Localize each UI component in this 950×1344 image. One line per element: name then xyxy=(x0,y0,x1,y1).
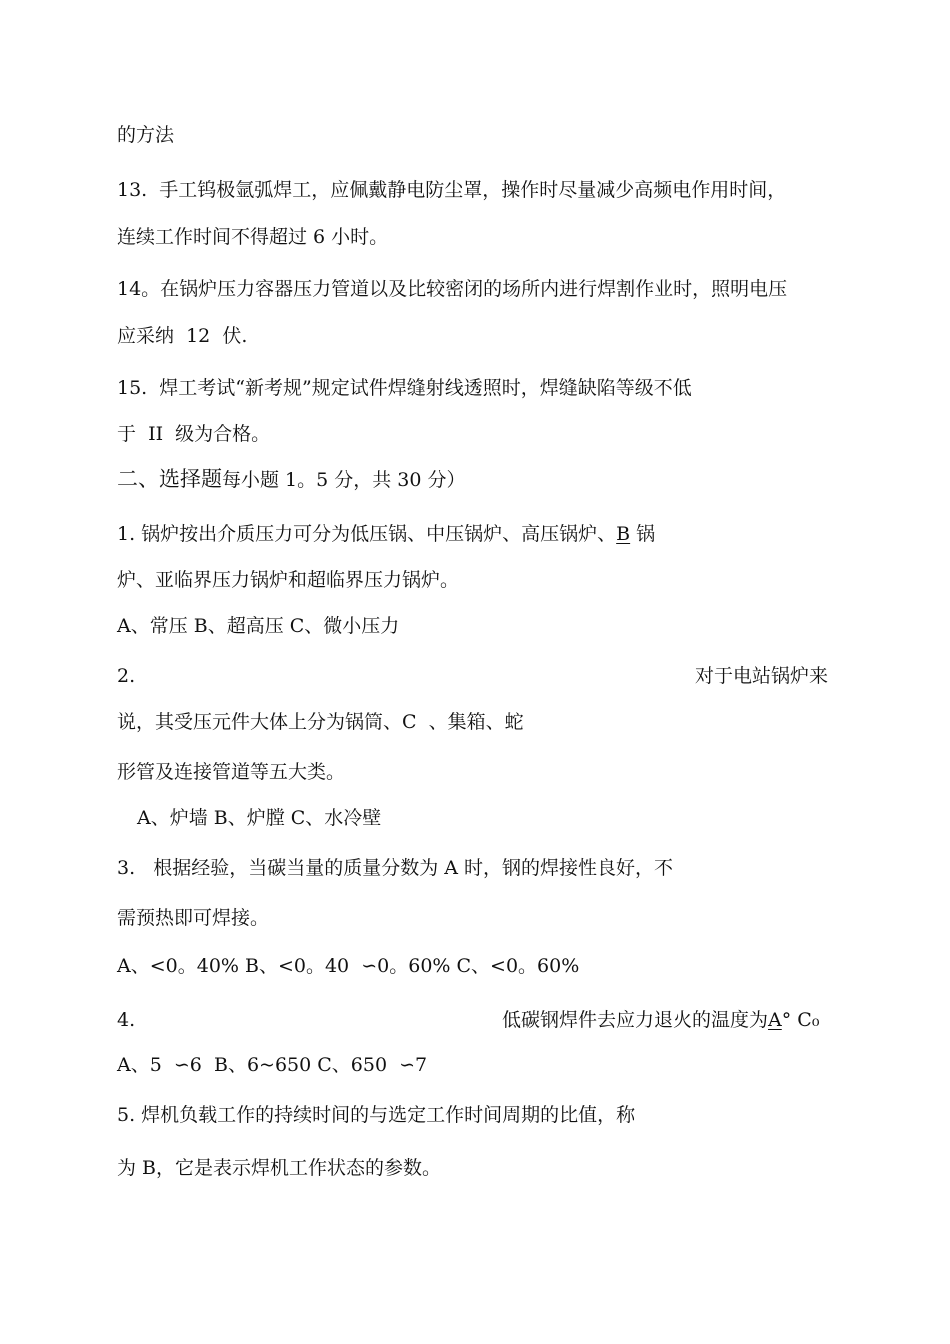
choice-4-answer: A xyxy=(768,1009,782,1031)
choice-4-options: A、5 ∽6 B、6~650 C、650 ∽7 xyxy=(117,1054,428,1076)
choice-2-line-1: 对于电站锅炉来 xyxy=(695,665,829,687)
choice-5-line-1: 5. 焊机负载工作的持续时间的与选定工作时间周期的比值，称 xyxy=(117,1104,636,1126)
choice-3-line-1: 3. 根据经验，当碳当量的质量分数为 A 时，钢的焊接性良好，不 xyxy=(117,857,674,879)
question-15-line-1: 15. 焊工考试“新考规”规定试件焊缝射线透照时，焊缝缺陷等级不低 xyxy=(117,377,692,399)
question-15-line-2: 于 II 级为合格。 xyxy=(117,423,271,445)
question-13-line-1: 13. 手工钨极氩弧焊工，应佩戴静电防尘罩，操作时尽量减少高频电作用时间， xyxy=(117,179,787,201)
text-line: 的方法 xyxy=(117,124,175,146)
question-14-line-1: 14。在锅炉压力容器压力管道以及比较密闭的场所内进行焊割作业时，照明电压 xyxy=(117,278,788,300)
choice-4-number: 4. xyxy=(117,1009,136,1031)
choice-4-text: 低碳钢焊件去应力退火的温度为 xyxy=(502,1009,769,1031)
choice-1-text-tail: 锅 xyxy=(630,523,656,545)
choice-1-line-2: 炉、亚临界压力锅炉和超临界压力锅炉。 xyxy=(117,569,460,591)
question-14-line-2: 应采纳 12 伏. xyxy=(117,325,248,347)
choice-1-answer: B xyxy=(616,523,631,545)
choice-3-line-2: 需预热即可焊接。 xyxy=(117,907,270,929)
choice-5-line-2: 为 B，它是表示焊机工作状态的参数。 xyxy=(117,1157,442,1179)
choice-2-number: 2. xyxy=(117,665,136,687)
choice-1-options: A、常压 B、超高压 C、微小压力 xyxy=(117,615,400,637)
section-heading-title: 二、选择题 xyxy=(117,467,222,491)
choice-3-options: A、<0。40% B、<0。40 ∽0。60% C、<0。60% xyxy=(117,955,580,977)
choice-4-line-1 xyxy=(502,1008,819,1032)
choice-1-text: 1. 锅炉按出介质压力可分为低压锅、中压锅炉、高压锅炉、 xyxy=(117,523,617,545)
section-heading xyxy=(117,467,466,492)
choice-2-line-2: 说，其受压元件大体上分为锅筒、C 、集箱、蛇 xyxy=(117,711,524,733)
choice-2-line-3: 形管及连接管道等五大类。 xyxy=(117,761,346,783)
choice-4-unit: ° C₀ xyxy=(781,1009,820,1031)
section-heading-note: 每小题 1。5 分，共 30 分） xyxy=(222,469,466,491)
question-13-line-2: 连续工作时间不得超过 6 小时。 xyxy=(117,226,389,248)
choice-2-options: A、炉墙 B、炉膛 C、水冷壁 xyxy=(137,807,382,829)
choice-1-line-1 xyxy=(117,522,655,546)
